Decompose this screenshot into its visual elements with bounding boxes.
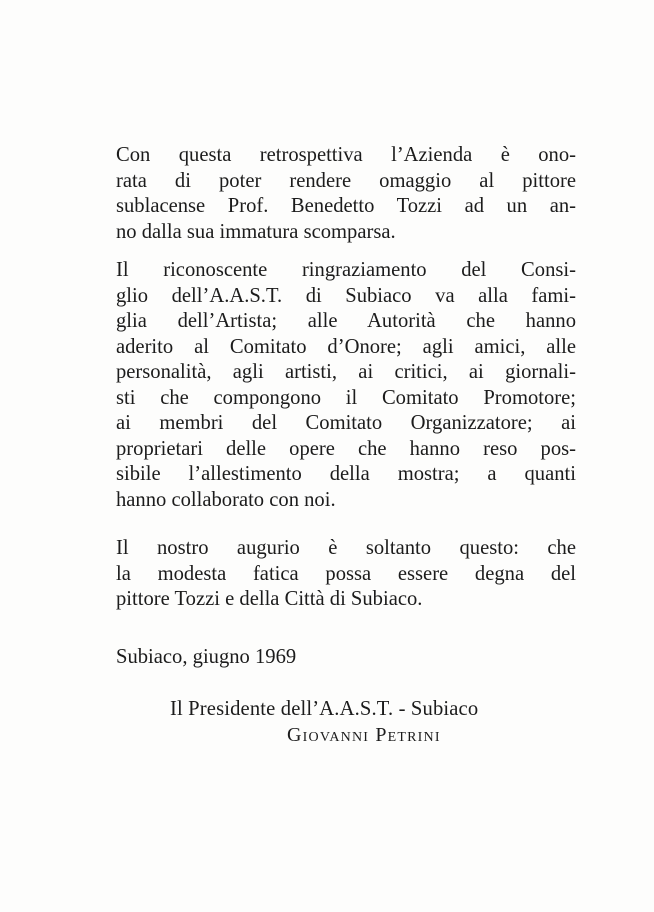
- text-line: no dalla sua immatura scomparsa.: [116, 220, 396, 243]
- text-line: hanno collaborato con noi.: [116, 488, 336, 511]
- place-date: Subiaco, giugno 1969: [116, 646, 297, 668]
- text-line: Il riconoscente ringraziamento del Consi-: [116, 259, 576, 281]
- text-line: personalità, agli artisti, ai critici, ai giornali-: [116, 361, 576, 383]
- paragraph-wish: [116, 536, 576, 613]
- text-line: glio dell’A.A.S.T. di Subiaco va alla fami-: [116, 284, 576, 307]
- text-line: rata di poter rendere omaggio al pittore: [116, 169, 576, 192]
- text-line: la modesta fatica possa essere degna del: [116, 562, 576, 585]
- signatory-name: Giovanni Petrini: [287, 724, 441, 746]
- text-line: sublacense Prof. Benedetto Tozzi ad un an-: [116, 195, 576, 217]
- text-line: Con questa retrospettiva l’Azienda è ono-: [116, 144, 576, 166]
- signature-block: [170, 698, 576, 747]
- text-line: aderito al Comitato d’Onore; agli amici, alle: [116, 335, 576, 358]
- paragraph-intro: [116, 143, 576, 245]
- text-line: glia dell’Artista; alle Autorità che hanno: [116, 310, 576, 332]
- text-line: proprietari delle opere che hanno reso pos-: [116, 437, 576, 460]
- paragraph-thanks: [116, 258, 576, 513]
- text-line: sti che compongono il Comitato Promotore;: [116, 386, 576, 409]
- text-line: pittore Tozzi e della Città di Subiaco.: [116, 588, 423, 610]
- text-line: Il nostro augurio è soltanto questo: che: [116, 537, 576, 559]
- signatory-title: Il Presidente dell’A.A.S.T. - Subiaco: [170, 698, 479, 720]
- text-line: ai membri del Comitato Organizzatore; ai: [116, 412, 576, 434]
- text-line: sibile l’allestimento della mostra; a quanti: [116, 463, 576, 485]
